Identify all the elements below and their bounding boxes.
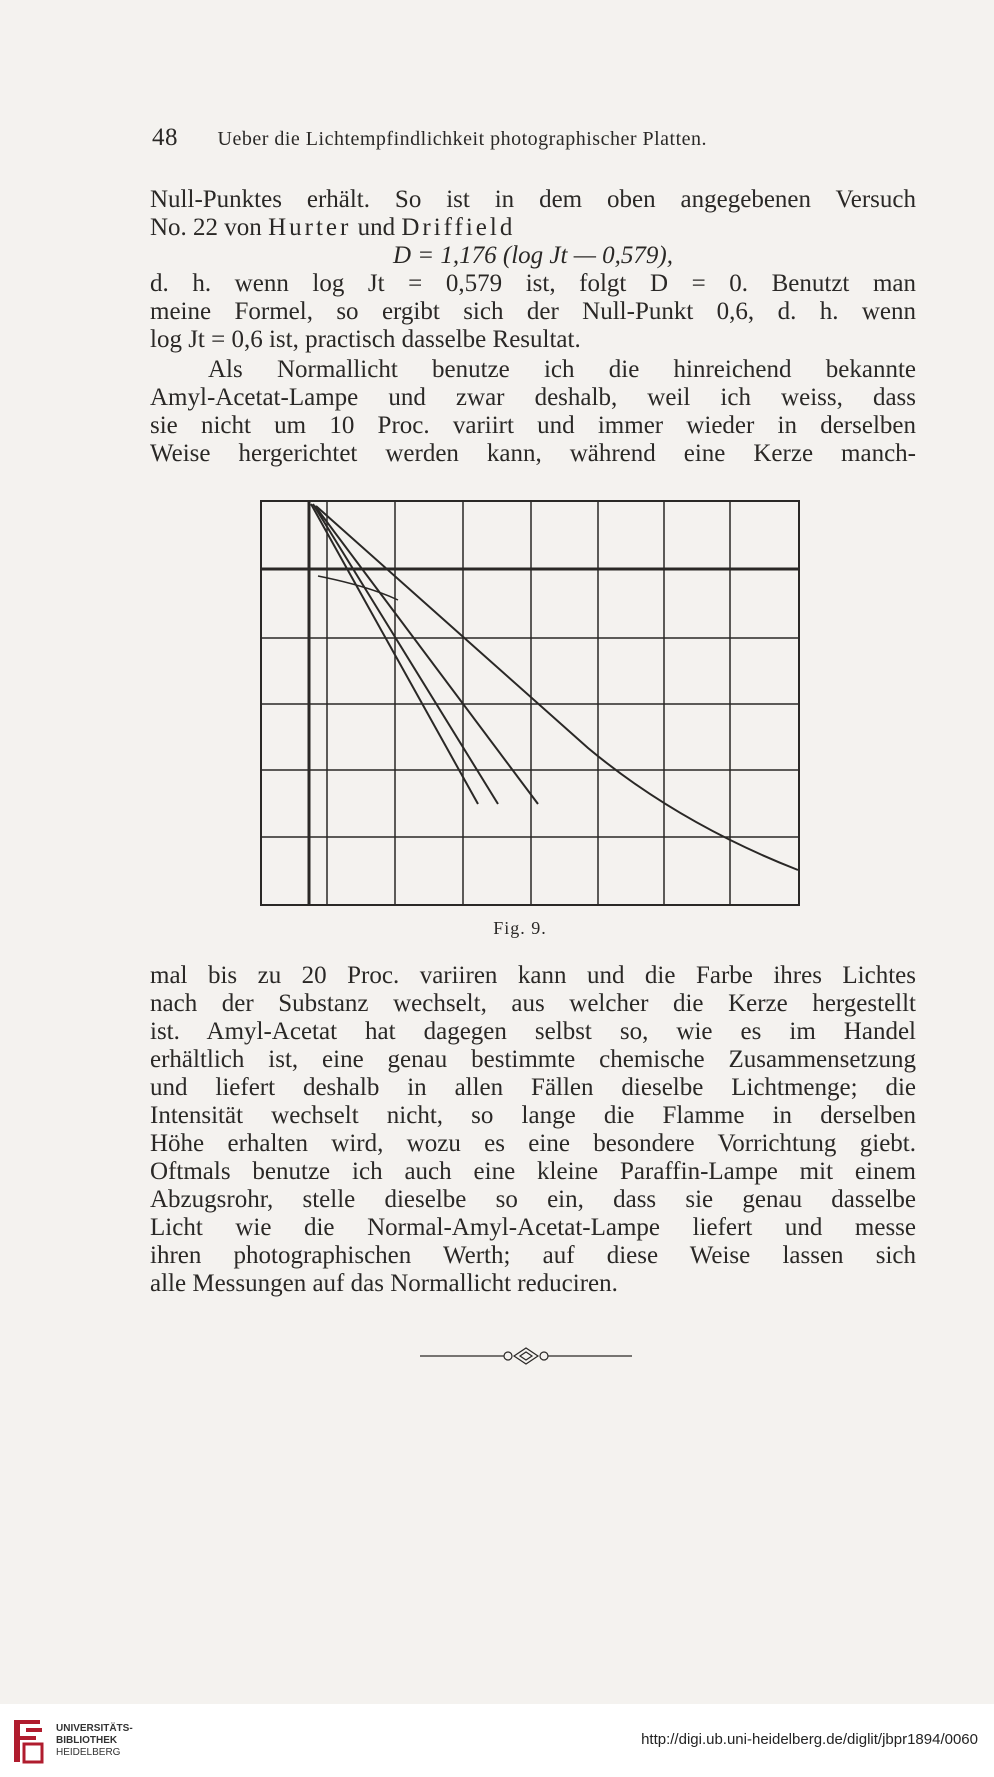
text-line: d. h. wenn log Jt = 0,579 ist, folgt D = 0. Benutzt man [150, 270, 916, 297]
text-line: Abzugsrohr, stelle dieselbe so ein, dass sie genau dasselbe [150, 1186, 916, 1213]
text-line: Licht wie die Normal-Amyl-Acetat-Lampe liefert und messe [150, 1214, 916, 1241]
figure-caption: Fig. 9. [493, 918, 547, 938]
library-name [56, 1723, 133, 1759]
section-ornament [420, 1343, 632, 1369]
text-line: erhältlich ist, eine genau bestimmte chemische Zusammensetzung [150, 1046, 916, 1073]
formula: D = 1,176 (log Jt — 0,579), [392, 242, 674, 269]
text-line: Als Normallicht benutze ich die hinreichend bekannte [208, 356, 916, 383]
text-line: Intensität wechselt nicht, so lange die Flamme in derselben [150, 1102, 916, 1129]
text-line [150, 214, 916, 242]
curve-3 [315, 506, 538, 804]
page-number: 48 [152, 124, 178, 151]
graph-frame [261, 501, 799, 905]
library-name-line: UNIVERSITÄTS- [56, 1723, 133, 1734]
text-line: Höhe erhalten wird, wozu es eine besondere Vorrichtung giebt. [150, 1130, 916, 1157]
text-line: ist. Amyl-Acetat hat dagegen selbst so, wie es im Handel [150, 1018, 916, 1045]
source-url-link[interactable]: http://digi.ub.uni-heidelberg.de/diglit/jbpr1894/0060 [641, 1731, 978, 1748]
author-name: Hurter [268, 214, 352, 241]
running-header [152, 124, 852, 152]
text-line: alle Messungen auf das Normallicht reduciren. [150, 1270, 618, 1297]
paragraph-3 [150, 962, 916, 1298]
text-line: sie nicht um 10 Proc. variirt und immer wieder in derselben [150, 412, 916, 439]
library-logo-icon [10, 1716, 46, 1766]
author-name: Driffield [401, 214, 516, 241]
text-line: Oftmals benutze ich auch eine kleine Paraffin-Lampe mit einem [150, 1158, 916, 1185]
footer-bar [0, 1704, 994, 1777]
paragraph-1 [150, 186, 916, 354]
running-title: Ueber die Lichtempfindlichkeit photographischer Platten. [217, 128, 708, 150]
text-line: Amyl-Acetat-Lampe und zwar deshalb, weil ich weiss, dass [150, 384, 916, 411]
text-line: Weise hergerichtet werden kann, während eine Kerze manch- [150, 440, 916, 467]
figure-9-graph [258, 498, 804, 910]
text-line: ihren photographischen Werth; auf diese Weise lassen sich [150, 1242, 916, 1269]
text-line: meine Formel, so ergibt sich der Null-Punkt 0,6, d. h. wenn [150, 298, 916, 325]
library-name-line: HEIDELBERG [56, 1747, 121, 1758]
curve-2 [313, 504, 498, 804]
text-line: und liefert deshalb in allen Fällen dieselbe Lichtmenge; die [150, 1074, 916, 1101]
text-line: Null-Punktes erhält. So ist in dem oben angegebenen Versuch [150, 186, 916, 213]
curve-4 [316, 506, 798, 870]
text-fragment: No. 22 von [150, 214, 269, 241]
paragraph-2 [150, 356, 916, 468]
text-fragment: und [351, 214, 402, 241]
library-name-line: BIBLIOTHEK [56, 1735, 118, 1746]
text-line: mal bis zu 20 Proc. variiren kann und die Farbe ihres Lichtes [150, 962, 916, 989]
text-line: nach der Substanz wechselt, aus welcher die Kerze hergestellt [150, 990, 916, 1017]
text-line: log Jt = 0,6 ist, practisch dasselbe Resultat. [150, 326, 581, 353]
